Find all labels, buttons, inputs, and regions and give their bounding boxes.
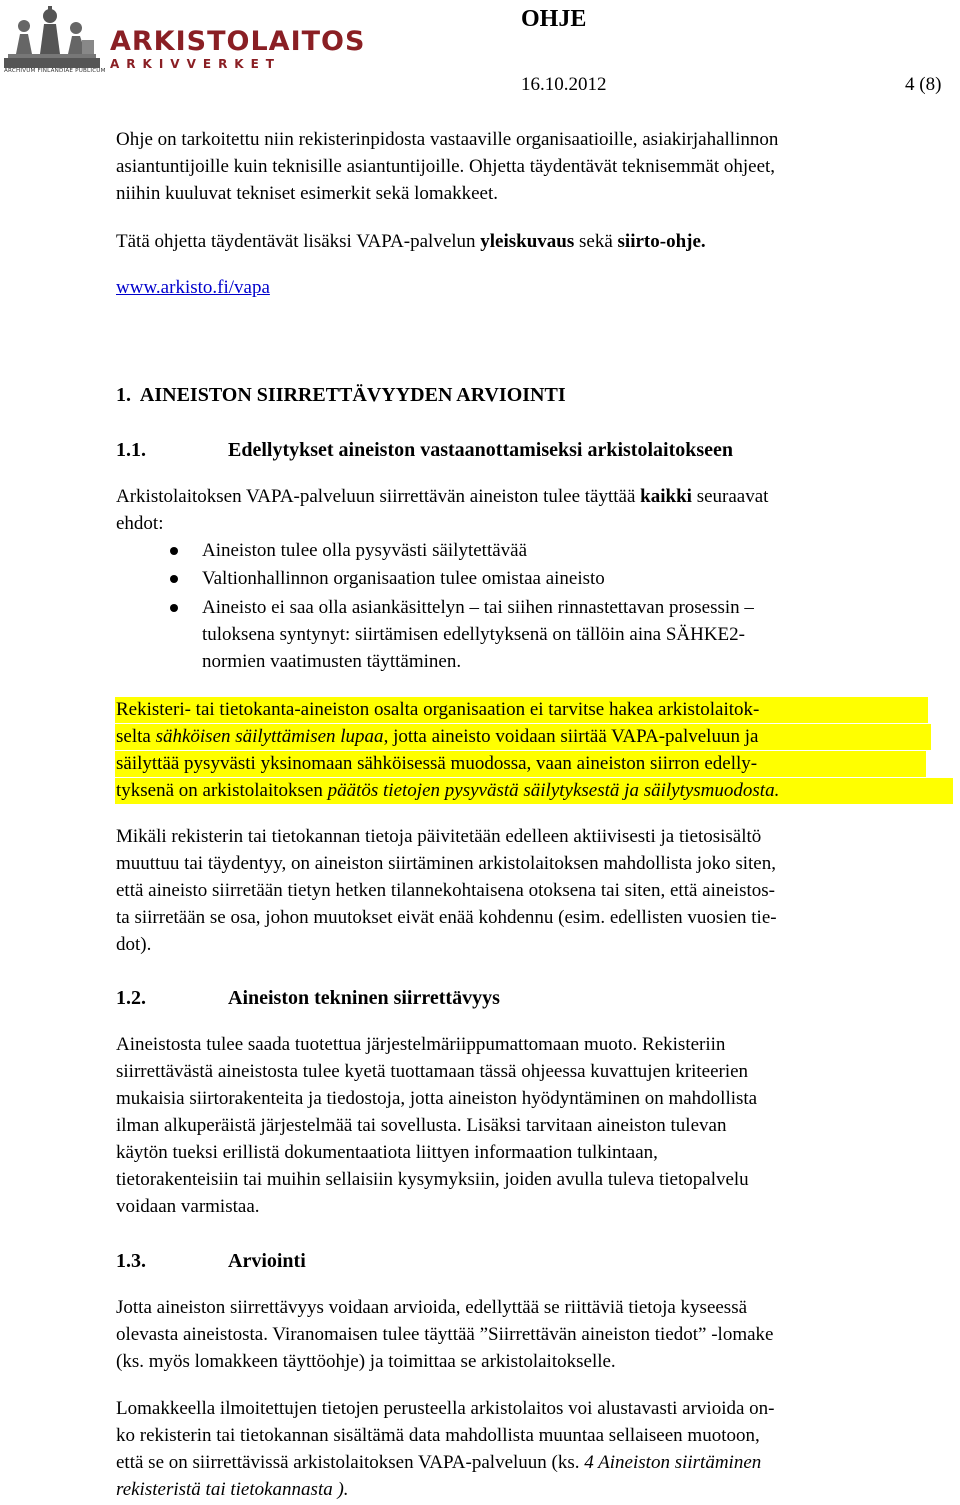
intro-text: sekä xyxy=(574,231,618,252)
doc-date: 16.10.2012 xyxy=(521,74,607,95)
s13-line xyxy=(116,1479,349,1501)
s12-line: mukaisia siirtorakenteita ja tiedostoja, jotta aineiston hyödyntäminen on mahdollista xyxy=(116,1088,758,1109)
intro-line: niihin kuuluvat tekniset esimerkit sekä lomakkeet. xyxy=(116,183,499,204)
bullet-item: Aineiston tulee olla pysyvästi säilytettävää xyxy=(202,540,528,561)
s11-paragraph: ehdot: xyxy=(116,513,164,534)
s11-paragraph-3: dot). xyxy=(116,934,152,955)
s11-paragraph-3: muuttuu tai täydentyy, on aineiston siirtäminen arkistolaitoksen mahdollista joko siten, xyxy=(116,853,776,874)
s11-paragraph-3: Mikäli rekisterin tai tietokannan tietoja päivitetään edelleen aktiivisesti ja tietosisältö xyxy=(116,826,762,847)
hl-italic: päätös tietojen pysyvästä säilytyksestä ja säilytysmuodosta. xyxy=(327,780,780,801)
logo-title: ARKISTOLAITOS xyxy=(110,26,366,57)
subsection-1-2-number: 1.2. xyxy=(116,987,146,1009)
transfer-guide-ref: siirto-ohje. xyxy=(617,231,706,252)
section-title: AINEISTON SIIRRETTÄVYYDEN ARVIOINTI xyxy=(139,384,566,406)
hl-text: selta xyxy=(116,726,156,747)
s13-italic-ref: rekisteristä tai tietokannasta ). xyxy=(116,1479,349,1500)
bullet-item: tuloksena syntynyt: siirtämisen edellytyksenä on tällöin aina SÄHKE2- xyxy=(202,624,745,645)
bullet-dot xyxy=(170,547,178,555)
bullet-dot xyxy=(170,604,178,612)
s12-line: tietorakenteisiin tai muihin sellaisiin kysymyksiin, joiden avulla tuleva tietopalvelu xyxy=(116,1169,749,1190)
s11-text: Arkistolaitoksen VAPA-palveluun siirrettävän aineiston tulee täyttää xyxy=(116,486,641,507)
s11-paragraph xyxy=(116,486,768,508)
intro-line: asiantuntijoille kuin teknisille asiantuntijoille. Ohjetta täydentävät teknisemmät ohjeet, xyxy=(116,156,776,177)
doc-type: OHJE xyxy=(521,6,587,32)
highlighted-line xyxy=(116,726,758,748)
s13-line xyxy=(116,1452,761,1474)
s13-line: (ks. myös lomakkeen täyttöohje) ja toimittaa se arkistolaitokselle. xyxy=(116,1351,616,1372)
s11-text: seuraavat xyxy=(691,486,769,507)
s12-line: ilman alkuperäistä järjestelmää tai sovellusta. Lisäksi tarvitaan aineiston tulevan xyxy=(116,1115,727,1136)
intro-line: Ohje on tarkoitettu niin rekisterinpidosta vastaaville organisaatioille, asiakirjahallinnon xyxy=(116,129,779,150)
bullet-dot xyxy=(170,575,178,583)
subsection-1-3-number: 1.3. xyxy=(116,1250,146,1272)
intro-paragraph-2 xyxy=(116,231,706,253)
highlighted-line: Rekisteri- tai tietokanta-aineiston osalta organisaation ei tarvitse hakea arkistolaitok- xyxy=(116,699,760,720)
section-number: 1. xyxy=(116,384,131,406)
s11-paragraph-3: ta siirretään se osa, johon muutokset eivät enää kohdennu (esim. edellisten vuosien tie- xyxy=(116,907,777,928)
s12-line: käytön tueksi erillistä dokumentaatiota liittyen informaation tulkintaan, xyxy=(116,1142,658,1163)
overview-ref: yleiskuvaus xyxy=(480,231,575,252)
logo-subtitle: ARKIVVERKET xyxy=(110,57,281,71)
intro-text: Tätä ohjetta täydentävät lisäksi VAPA-palvelun xyxy=(116,231,481,252)
section-1-heading xyxy=(116,384,566,407)
bullet-item: Aineisto ei saa olla asiankäsittelyn – tai siihen rinnastettavan prosessin – xyxy=(202,597,754,618)
vapa-link-row xyxy=(116,277,270,299)
hl-italic: sähköisen säilyttämisen lupaa xyxy=(155,726,384,747)
vapa-link[interactable]: www.arkisto.fi/vapa xyxy=(116,277,270,298)
logo-emblem xyxy=(2,2,102,72)
s13-text: että se on siirrettävissä arkistolaitoksen VAPA-palveluun (ks. xyxy=(116,1452,585,1473)
logo-latin: ARCHIVUM FINLANDIAE PUBLICUM xyxy=(4,68,106,74)
hl-text: , jotta aineisto voidaan siirtää VAPA-palveluun ja xyxy=(383,726,759,747)
s13-line: ko rekisterin tai tietokannan sisältämä data mahdollista muuntaa sellaiseen muotoon, xyxy=(116,1425,760,1446)
s13-line: Lomakkeella ilmoitettujen tietojen perusteella arkistolaitos voi alustavasti arvioida on- xyxy=(116,1398,775,1419)
s11-emphasis: kaikki xyxy=(640,486,692,507)
subsection-1-1-number: 1.1. xyxy=(116,439,146,461)
s13-line: olevasta aineistosta. Viranomaisen tulee täyttää ”Siirrettävän aineiston tiedot” -lomake xyxy=(116,1324,774,1345)
header xyxy=(0,0,960,100)
bullet-item: Valtionhallinnon organisaation tulee omistaa aineisto xyxy=(202,568,605,589)
page-number: 4 (8) xyxy=(905,74,942,95)
s11-paragraph-3: että aineisto siirretään tietyn hetken tilannekohtaisena otoksena tai siten, että aineistos- xyxy=(116,880,775,901)
highlighted-line: säilyttää pysyvästi yksinomaan sähköisessä muodossa, vaan aineiston siirron edelly- xyxy=(116,753,758,774)
highlighted-line xyxy=(116,780,779,802)
bullet-item: normien vaatimusten täyttäminen. xyxy=(202,651,462,672)
subsection-1-3-title: Arviointi xyxy=(228,1250,306,1272)
subsection-1-2-title: Aineiston tekninen siirrettävyys xyxy=(228,987,500,1009)
s12-line: Aineistosta tulee saada tuotettua järjestelmäriippumattomaan muoto. Rekisteriin xyxy=(116,1034,726,1055)
s13-line: Jotta aineiston siirrettävyys voidaan arvioida, edellyttää se riittäviä tietoja kyseessä xyxy=(116,1297,748,1318)
s13-italic-ref: 4 Aineiston siirtäminen xyxy=(584,1452,762,1473)
hl-text: tyksenä on arkistolaitoksen xyxy=(116,780,328,801)
s12-line: siirrettävästä aineistosta tulee kyetä tuottamaan tässä ohjeessa kuvattujen kriteerien xyxy=(116,1061,749,1082)
subsection-1-1-title: Edellytykset aineiston vastaanottamiseksi arkistolaitokseen xyxy=(228,439,734,461)
s12-line: voidaan varmistaa. xyxy=(116,1196,260,1217)
